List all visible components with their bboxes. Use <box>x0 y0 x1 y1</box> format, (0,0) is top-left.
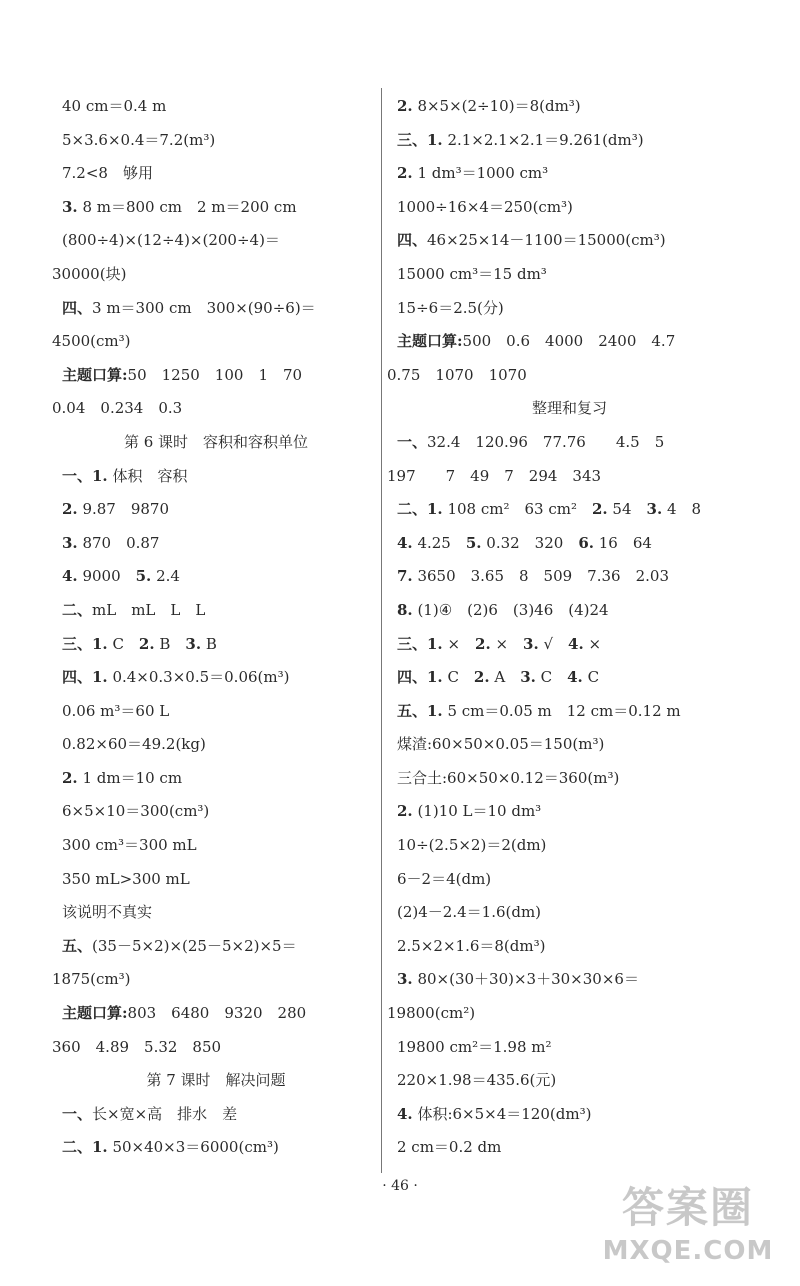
right-answer-line <box>397 426 742 460</box>
answer-text: 2 cm＝0.2 dm <box>397 1138 502 1157</box>
page-number: · 46 · <box>382 1178 418 1194</box>
right-answer-line <box>397 90 742 124</box>
left-column <box>52 90 370 1165</box>
answer-text: mL mL L L <box>92 600 206 619</box>
answer-text: B <box>201 634 217 653</box>
question-number: 五、 <box>62 936 93 955</box>
watermark-text-top: 答案圈 <box>621 1183 754 1232</box>
answer-text: 40 cm＝0.4 m <box>62 97 167 115</box>
answer-text: 46×25×14－1100＝15000(cm³) <box>427 231 666 250</box>
answer-text: 3 m＝300 cm 300×(90÷6)＝ <box>92 298 316 317</box>
answer-text: (1)④ (2)6 (3)46 (4)24 <box>412 600 609 619</box>
answer-text: 该说明不真实 <box>62 903 153 922</box>
question-number: 2. <box>62 768 78 787</box>
question-number: 三、1. <box>397 130 443 149</box>
right-answer-line <box>397 292 742 326</box>
question-number: 2. <box>397 164 413 183</box>
left-answer-line <box>62 695 370 729</box>
right-answer-line <box>397 224 742 258</box>
answer-text: 15000 cm³＝15 dm³ <box>397 264 547 283</box>
question-number: 5. <box>465 533 482 552</box>
question-number: 一、1. <box>62 466 108 485</box>
question-number: 二、1. <box>397 500 443 519</box>
answer-text: 10÷(2.5×2)＝2(dm) <box>397 836 547 855</box>
answer-text: 220×1.98＝435.6(元) <box>397 1071 557 1090</box>
question-number: 2. <box>62 500 78 519</box>
right-answer-line <box>397 863 742 897</box>
question-number: 主题口算: <box>397 332 463 351</box>
question-number: 4. <box>567 668 583 687</box>
answer-text: 6－2＝4(dm) <box>397 869 492 888</box>
question-number: 2. <box>591 500 608 519</box>
right-answer-line <box>397 728 742 762</box>
left-section-heading <box>62 426 370 460</box>
left-answer-line <box>62 829 370 863</box>
answer-text: 1000÷16×4＝250(cm³) <box>397 197 573 216</box>
answer-text: 8×5×(2÷10)＝8(dm³) <box>412 97 581 115</box>
answer-text: 4500(cm³) <box>52 332 131 351</box>
answer-text: 2.1×2.1×2.1＝9.261(dm³) <box>442 130 644 149</box>
answer-text: 197 7 49 7 294 343 <box>387 466 602 485</box>
question-number: 四、 <box>62 298 93 317</box>
answer-text: 360 4.89 5.32 850 <box>52 1037 222 1056</box>
right-answer-line <box>397 963 742 997</box>
left-answer-line <box>62 224 370 258</box>
watermark-logo <box>588 1180 788 1280</box>
right-answer-line <box>397 695 742 729</box>
question-number: 四、1. <box>397 668 443 687</box>
right-answer-line <box>397 930 742 964</box>
answer-text: 50 1250 100 1 70 <box>127 365 303 384</box>
answer-text: 9.87 9870 <box>77 500 170 519</box>
answer-text: 5×3.6×0.4＝7.2(m³) <box>62 130 216 149</box>
answer-text: 54 <box>607 500 647 519</box>
answer-text: A <box>489 668 521 687</box>
question-number: 2. <box>397 97 413 115</box>
question-number: 6. <box>578 533 594 552</box>
right-answer-line <box>397 762 742 796</box>
answer-text: 300 cm³＝300 mL <box>62 836 197 855</box>
question-number: 4. <box>397 533 413 552</box>
question-number: 7. <box>397 567 413 586</box>
right-answer-line <box>397 1131 742 1165</box>
right-answer-line <box>387 997 742 1031</box>
answer-text: C <box>535 668 568 687</box>
question-number: 3. <box>523 634 539 653</box>
right-answer-line <box>397 628 742 662</box>
answer-text: 4 8 <box>662 500 702 519</box>
left-answer-line <box>52 963 370 997</box>
left-answer-line <box>62 90 370 124</box>
answer-text: C <box>107 634 139 653</box>
watermark-text-bottom: MXQE.COM <box>602 1236 774 1266</box>
answer-text: 7.2<8 够用 <box>62 164 153 183</box>
answer-text: (35－5×2)×(25－5×2)×5＝ <box>92 936 297 955</box>
answer-text: 0.32 320 <box>481 533 579 552</box>
question-number: 四、1. <box>62 668 108 687</box>
answer-text: 1 dm＝10 cm <box>77 768 183 787</box>
right-answer-line <box>397 325 742 359</box>
answer-text: × <box>583 634 602 653</box>
question-number: 3. <box>62 197 78 216</box>
right-section-heading <box>397 392 742 426</box>
left-answer-line <box>62 124 370 158</box>
question-number: 3. <box>185 634 202 653</box>
answer-text: 32.4 120.96 77.76 4.5 5 <box>427 432 665 451</box>
answer-text: 三合土:60×50×0.12＝360(m³) <box>397 768 620 787</box>
left-answer-line <box>62 527 370 561</box>
heading-text: 第 6 课时 容积和容积单位 <box>123 432 309 451</box>
left-answer-line <box>62 560 370 594</box>
right-answer-line <box>397 795 742 829</box>
answer-text: C <box>442 668 474 687</box>
answer-text: B <box>154 634 186 653</box>
answer-text: 6×5×10＝300(cm³) <box>62 802 210 821</box>
answer-text: 803 6480 9320 280 <box>127 1004 307 1023</box>
answer-text: 9000 <box>77 567 136 586</box>
answer-text: 19800(cm²) <box>387 1004 476 1023</box>
answer-text: × <box>442 634 476 653</box>
left-answer-line <box>52 392 370 426</box>
right-column <box>387 90 742 1165</box>
right-answer-line <box>397 896 742 930</box>
answer-text: 0.06 m³＝60 L <box>62 701 170 720</box>
right-answer-line <box>397 661 742 695</box>
question-number: 2. <box>397 802 413 821</box>
left-answer-line <box>62 997 370 1031</box>
answer-text: 19800 cm²＝1.98 m² <box>397 1037 552 1056</box>
left-answer-line <box>52 325 370 359</box>
question-number: 5. <box>135 567 152 586</box>
answer-text: 870 0.87 <box>77 533 160 552</box>
right-answer-line <box>397 1064 742 1098</box>
answer-text: 2.4 <box>151 567 180 586</box>
right-answer-line <box>397 829 742 863</box>
question-number: 主题口算: <box>62 1004 128 1023</box>
question-number: 二、1. <box>62 1138 108 1157</box>
left-answer-line <box>62 762 370 796</box>
answer-text: 3650 3.65 8 509 7.36 2.03 <box>412 567 669 586</box>
right-answer-line <box>397 1031 742 1065</box>
question-number: 三、1. <box>62 634 108 653</box>
right-answer-line <box>397 258 742 292</box>
right-answer-line <box>397 493 742 527</box>
question-number: 二、 <box>62 600 93 619</box>
answer-text: 15÷6＝2.5(分) <box>397 298 504 317</box>
left-answer-line <box>62 594 370 628</box>
answer-text: 8 m＝800 cm 2 m＝200 cm <box>77 197 297 216</box>
left-answer-line <box>62 863 370 897</box>
question-number: 3. <box>646 500 663 519</box>
answer-text: 108 cm² 63 cm² <box>442 500 592 519</box>
question-number: 3. <box>62 533 78 552</box>
left-answer-line <box>62 460 370 494</box>
answer-text: 50×40×3＝6000(cm³) <box>107 1138 279 1157</box>
answer-text: 2.5×2×1.6＝8(dm³) <box>397 936 546 955</box>
question-number: 2. <box>138 634 155 653</box>
right-answer-line <box>397 1098 742 1132</box>
answer-text: 体积:6×5×4＝120(dm³) <box>412 1104 592 1123</box>
answer-text: × <box>490 634 524 653</box>
question-number: 五、1. <box>397 701 443 720</box>
right-answer-line <box>397 124 742 158</box>
answer-text: 体积 容积 <box>107 466 188 485</box>
question-number: 4. <box>568 634 584 653</box>
left-answer-line <box>62 661 370 695</box>
question-number: 3. <box>397 970 413 989</box>
left-answer-line <box>62 292 370 326</box>
right-answer-line <box>387 460 742 494</box>
heading-text: 第 7 课时 解决问题 <box>146 1071 286 1090</box>
answer-text: 0.82×60＝49.2(kg) <box>62 735 206 754</box>
left-answer-line <box>62 728 370 762</box>
question-number: 主题口算: <box>62 365 128 384</box>
answer-text: 煤渣:60×50×0.05＝150(m³) <box>397 735 605 754</box>
answer-text: 1 dm³＝1000 cm³ <box>412 164 549 183</box>
question-number: 4. <box>62 567 78 586</box>
answer-text: 1875(cm³) <box>52 970 131 989</box>
answer-text: 30000(块) <box>52 264 127 283</box>
question-number: 2. <box>473 668 490 687</box>
left-answer-line <box>62 930 370 964</box>
answer-text: 5 cm＝0.05 m 12 cm＝0.12 m <box>442 701 681 720</box>
right-answer-line <box>397 191 742 225</box>
left-answer-line <box>62 157 370 191</box>
column-divider <box>381 88 382 1173</box>
answer-text: 0.75 1070 1070 <box>387 365 527 384</box>
right-answer-line <box>397 560 742 594</box>
answer-text: C <box>582 668 600 687</box>
left-answer-line <box>62 1131 370 1165</box>
left-answer-line <box>62 359 370 393</box>
answer-text: 4.25 <box>412 533 466 552</box>
left-answer-line <box>52 258 370 292</box>
question-number: 2. <box>475 634 491 653</box>
left-answer-line <box>62 1098 370 1132</box>
right-answer-line <box>387 359 742 393</box>
left-answer-line <box>62 628 370 662</box>
left-answer-line <box>62 493 370 527</box>
question-number: 一、 <box>397 432 428 451</box>
left-answer-line <box>62 896 370 930</box>
answer-text: 16 64 <box>594 533 652 552</box>
answer-text: 0.4×0.3×0.5＝0.06(m³) <box>107 668 290 687</box>
answer-text: (800÷4)×(12÷4)×(200÷4)＝ <box>62 231 280 250</box>
answer-text: 80×(30＋30)×3＋30×30×6＝ <box>412 970 639 989</box>
left-answer-line <box>62 191 370 225</box>
answer-text: 0.04 0.234 0.3 <box>52 399 183 418</box>
heading-text: 整理和复习 <box>531 399 607 418</box>
answer-text: 长×宽×高 排水 差 <box>92 1104 238 1123</box>
question-number: 三、1. <box>397 634 443 653</box>
left-answer-line <box>52 1031 370 1065</box>
question-number: 3. <box>520 668 536 687</box>
left-section-heading <box>62 1064 370 1098</box>
question-number: 4. <box>397 1104 413 1123</box>
answer-text: √ <box>538 634 569 653</box>
question-number: 一、 <box>62 1104 93 1123</box>
question-number: 8. <box>397 600 413 619</box>
answer-text: (2)4－2.4＝1.6(dm) <box>397 903 542 922</box>
answer-text: 350 mL>300 mL <box>62 869 190 888</box>
answer-text: (1)10 L＝10 dm³ <box>412 802 542 821</box>
right-answer-line <box>397 527 742 561</box>
right-answer-line <box>397 594 742 628</box>
left-answer-line <box>62 795 370 829</box>
question-number: 四、 <box>397 231 428 250</box>
right-answer-line <box>397 157 742 191</box>
answer-text: 500 0.6 4000 2400 4.7 <box>462 332 676 351</box>
